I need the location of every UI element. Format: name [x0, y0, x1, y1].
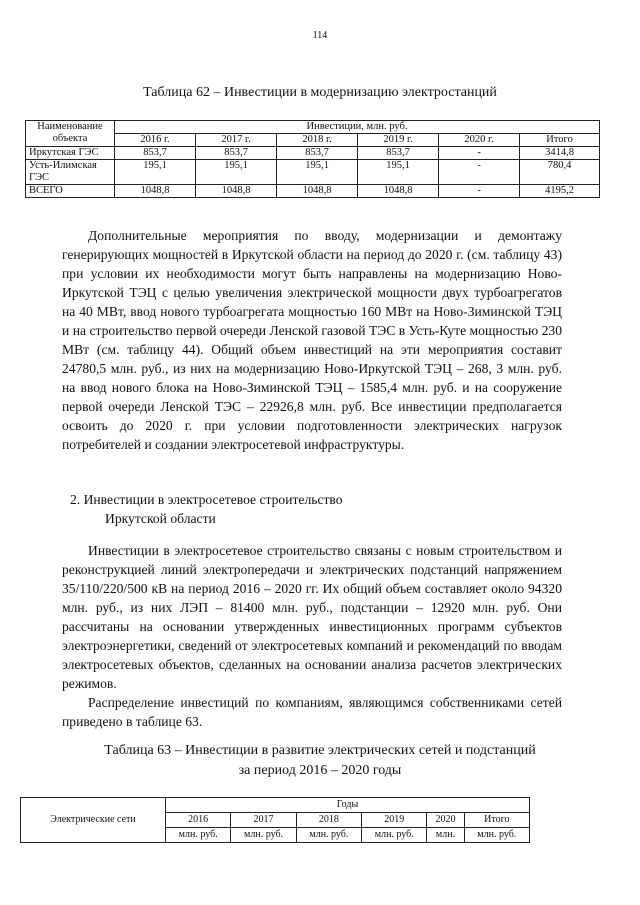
table63-year: 2018	[296, 813, 361, 828]
table62-cell: 195,1	[358, 160, 439, 185]
table62-year: 2016 г.	[115, 134, 196, 147]
table63-caption-line2: за период 2016 – 2020 годы	[238, 763, 402, 778]
table62-cell: 1048,8	[277, 185, 358, 198]
table62-year: 2017 г.	[196, 134, 277, 147]
table62-header-group: Инвестиции, млн. руб.	[115, 121, 600, 134]
table62-cell: -	[439, 185, 520, 198]
page-number: 114	[312, 30, 328, 41]
table62-year: 2020 г.	[439, 134, 520, 147]
table62-row-name: Иркутская ГЭС	[26, 147, 115, 160]
table62-cell: 780,4	[520, 160, 600, 185]
section-heading-line2: Иркутской области	[105, 511, 216, 526]
table62-year: 2019 г.	[358, 134, 439, 147]
table62-cell: 3414,8	[520, 147, 600, 160]
table62-cell: 853,7	[358, 147, 439, 160]
table62-cell: 195,1	[115, 160, 196, 185]
table62-cell: 853,7	[196, 147, 277, 160]
table62-year: 2018 г.	[277, 134, 358, 147]
table63-unit: млн. руб.	[231, 828, 296, 843]
table-row	[26, 147, 600, 160]
table63-year: 2017	[231, 813, 296, 828]
table62-cell: 1048,8	[115, 185, 196, 198]
table62-cell: 4195,2	[520, 185, 600, 198]
table63-header-group: Годы	[166, 798, 530, 813]
section-heading-line1: 2. Инвестиции в электросетевое строительство	[70, 492, 343, 507]
table63-unit: млн. руб.	[362, 828, 427, 843]
table63-unit: млн. руб.	[166, 828, 231, 843]
paragraph-grid-investments	[62, 541, 562, 731]
table63-year-total: Итого	[464, 813, 529, 828]
table62	[25, 120, 600, 198]
table63-row-label: Электрические сети	[21, 798, 166, 843]
table62-cell: 853,7	[115, 147, 196, 160]
paragraph-text: Инвестиции в электросетевое строительство связаны с новым строительством и реконструкцией линий электропередачи и электрических подстанций напряжением 35/110/220/500 кВ на период 2016 – 2020 гг. Их общий объем составляет около 94320 млн. руб., из них ЛЭП – 81400 млн. руб., подстанции – 12920 млн. руб. Они рассчитаны на основании утвержденных инвестиционных программ субъектов электроэнергетики, сведений от электросетевых компаний и рекомендаций по вводам электросетевых объектов, сделанных на основании анализа расчетов электрических режимов.	[62, 543, 562, 691]
table62-row-name: Усть-Илимская ГЭС	[26, 160, 115, 185]
table62-cell: 195,1	[277, 160, 358, 185]
table62-cell: -	[439, 160, 520, 185]
table62-cell: -	[439, 147, 520, 160]
table62-header-name: Наименование объекта	[26, 121, 115, 147]
table63	[20, 797, 530, 843]
table63-year: 2016	[166, 813, 231, 828]
paragraph-generation-investments	[62, 226, 562, 454]
table63-year: 2019	[362, 813, 427, 828]
table63-unit: млн.	[427, 828, 464, 843]
table62-caption: Таблица 62 – Инвестиции в модернизацию электростанций	[143, 85, 497, 100]
table63-unit: млн. руб.	[296, 828, 361, 843]
table63-caption-line1: Таблица 63 – Инвестиции в развитие электрических сетей и подстанций	[104, 743, 536, 758]
paragraph-text: Дополнительные мероприятия по вводу, модернизации и демонтажу генерирующих мощностей в Иркутской области на период до 2020 г. (см. таблицу 43) при условии их необходимости могут быть направлены на модернизацию Ново-Иркутской ТЭЦ с целью увеличения электрической мощности двух турбоагрегатов на 40 МВт, ввод нового турбоагрегата мощностью 160 МВт на Ново-Зиминской ТЭЦ и на строительство первой очереди Ленской газовой ТЭС в Усть-Куте мощностью 230 МВт (см. таблицу 44). Общий объем инвестиций на эти мероприятия составит 24780,5 млн. руб., из них на модернизацию Ново-Иркутской ТЭЦ – 268, 3 млн. руб. на ввод нового блока на Ново-Зиминской ТЭЦ – 1585,4 млн. руб. и на сооружение первой очереди Ленской ТЭС – 22926,8 млн. руб. Все инвестиции предполагается освоить до 2020 г. при условии подготовленности электрических нагрузок потребителей и создании электросетевой инфраструктуры.	[62, 228, 562, 452]
table63-unit: млн. руб.	[464, 828, 529, 843]
table63-year: 2020	[427, 813, 464, 828]
table-row	[26, 185, 600, 198]
table62-header-row	[26, 121, 600, 134]
table62-year-total: Итого	[520, 134, 600, 147]
paragraph-text: Распределение инвестиций по компаниям, являющимся собственниками сетей приведено в таблице 63.	[62, 695, 562, 729]
table62-row-name: ВСЕГО	[26, 185, 115, 198]
table62-cell: 1048,8	[196, 185, 277, 198]
table-row	[26, 160, 600, 185]
table62-cell: 195,1	[196, 160, 277, 185]
table62-cell: 1048,8	[358, 185, 439, 198]
table62-cell: 853,7	[277, 147, 358, 160]
table63-header-row	[21, 798, 530, 813]
